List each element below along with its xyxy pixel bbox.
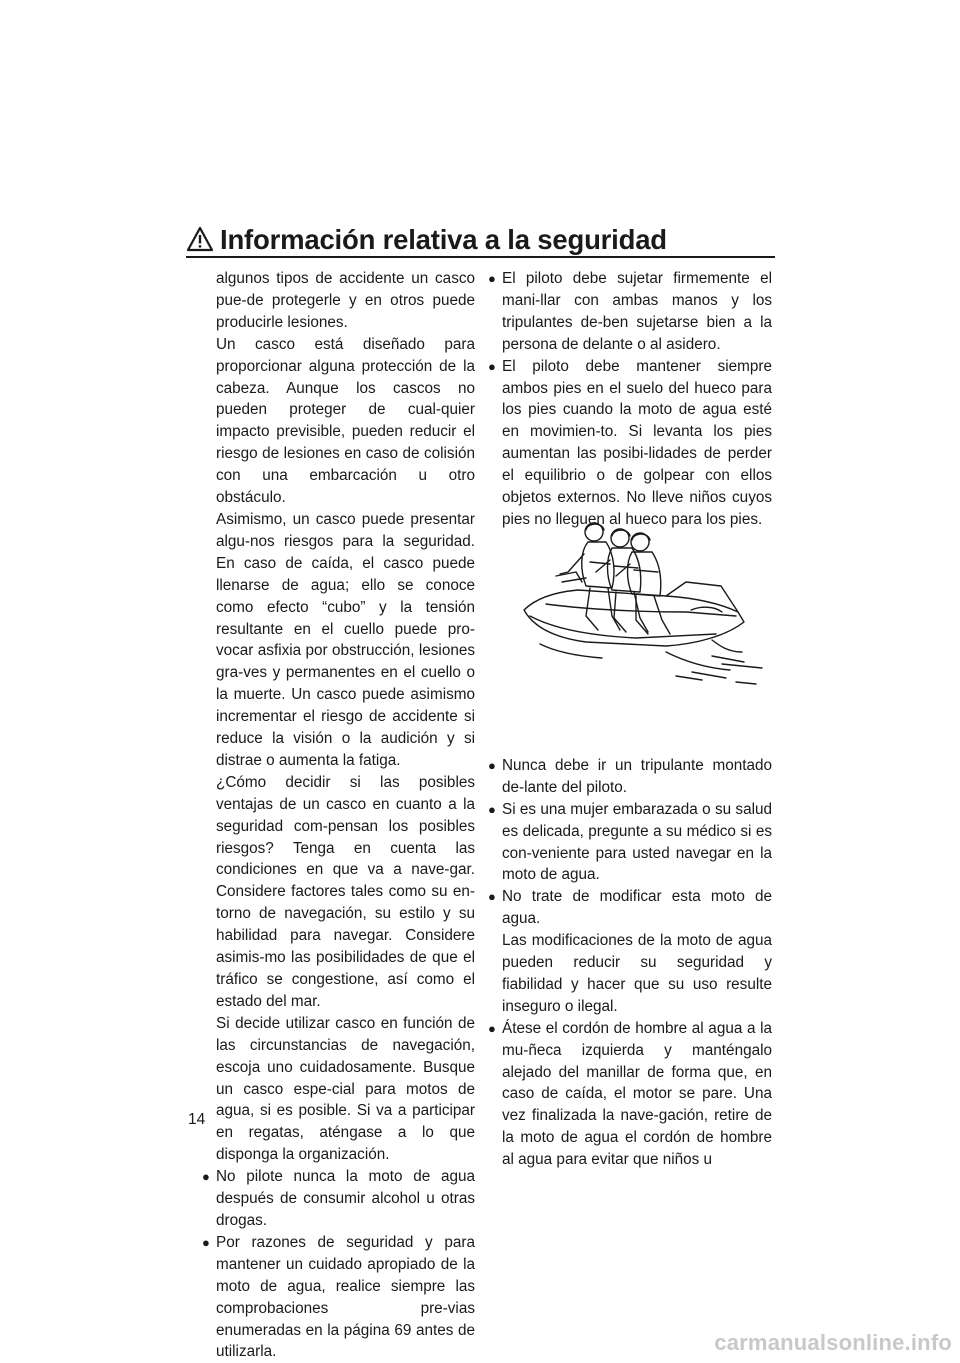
helmet-paragraph-3: Asimismo, un casco puede presentar algu-nos riesgos para la seguridad. En caso de caída, el casco puede llenarse de agua; ello se conoce como efecto “cubo” y la tensión resultante en el cuello puede pro-vocar asfixia por obstrucción, lesiones gra-ves y permanentes en el cuello o la muerte. Un casco puede asimismo incrementar el riesgo de accidente si reduce la visión o la audición y si distrae o aumenta la fatiga. (216, 510, 475, 769)
bullet-text: Átese el cordón de hombre al agua a la mu-ñeca izquierda y manténgalo alejado del manillar de forma que, en caso de caída, el motor se pare. Una vez finalizada la nave-gación, retire de la moto de agua el cordón de hombre al agua para evitar que niños u (502, 1019, 772, 1169)
bullet-text: No trate de modificar esta moto de agua. (502, 888, 772, 928)
watermark: carmanualsonline.info (714, 1330, 952, 1355)
bullet-text: El piloto debe sujetar firmemente el mani-llar con ambas manos y los tripulantes de-ben sujetarse bien a la persona de delante o al asidero. (502, 270, 772, 353)
warning-triangle-icon (186, 226, 214, 252)
helmet-paragraph-5: Si decide utilizar casco en función de las circunstancias de navegación, escoja uno cuidadosamente. Busque un casco espe-cial para motos de agua, si es posible. Si va a participar en regatas, aténgase a lo que disponga la organización. (216, 1014, 475, 1164)
bullet-icon: ● (488, 801, 496, 817)
list-item (486, 755, 772, 799)
list-item (486, 356, 772, 531)
list-item (486, 1018, 772, 1171)
bullet-text: Por razones de seguridad y para mantener un cuidado apropiado de la moto de agua, realice siempre las comprobaciones pre-vias enumeradas en la página 69 antes de utilizarla. (216, 1233, 475, 1361)
bullet-icon: ● (202, 1234, 210, 1250)
bullet-text: El piloto debe mantener siempre ambos pies en el suelo del hueco para los pies cuando la moto de agua esté en movimien-to. Si levanta los pies aumentan las posibi-lidades de perder el equilibrio o de golpear con ellos objetos externos. No lleve niños cuyos pies no lleguen al hueco para los pies. (502, 357, 772, 528)
page-header (186, 222, 775, 258)
header-rule (186, 256, 775, 258)
page-title: Información relativa a la seguridad (220, 224, 667, 255)
bullet-text: No pilote nunca la moto de agua después de consumir alcohol u otras drogas. (216, 1168, 475, 1229)
bullet-icon: ● (488, 1020, 496, 1036)
bullet-icon: ● (488, 757, 496, 773)
bullet-icon: ● (488, 358, 496, 374)
helmet-paragraph-4: ¿Cómo decidir si las posibles ventajas de un casco en cuanto a la seguridad com-pensan los posibles riesgos? Tenga en cuenta las condiciones en que va a nave-gar. Considere factores tales como su en-torno de navegación, su estilo y su habilidad para navegar. Considere asimis-mo las posibilidades de que el tráfico se congestione, así como el estado del mar. (216, 773, 475, 1010)
list-item (486, 268, 772, 356)
bullet-text: Si es una mujer embarazada o su salud es delicada, pregunte a su médico si es con-veniente para usted navegar en la moto de agua. (502, 800, 772, 884)
page-number: 14 (188, 1111, 206, 1128)
right-column (486, 268, 772, 1171)
watercraft-riders-illustration (516, 512, 772, 690)
modification-note: Las modificaciones de la moto de agua pueden reducir su seguridad y fiabilidad y hacer que su uso resulte inseguro o ilegal. (502, 932, 772, 1015)
bullet-icon: ● (202, 1169, 210, 1185)
list-item (200, 1232, 475, 1363)
bullet-icon: ● (488, 889, 496, 905)
bullet-icon: ● (488, 271, 496, 286)
list-item (486, 886, 772, 930)
list-item (486, 799, 772, 887)
helmet-paragraph-1: algunos tipos de accidente un casco pue-de protegerle y en otros puede producirle lesiones. (216, 270, 475, 331)
helmet-paragraph-2: Un casco está diseñado para proporcionar alguna protección de la cabeza. Aunque los cascos no pueden proteger de cual-quier impacto previsible, pueden reducir el riesgo de lesiones en caso de colisión con una embarcación u otro obstáculo. (216, 335, 475, 507)
list-item (200, 1166, 475, 1232)
left-column (200, 268, 475, 1363)
bullet-text: Nunca debe ir un tripulante montado de-lante del piloto. (502, 756, 772, 796)
